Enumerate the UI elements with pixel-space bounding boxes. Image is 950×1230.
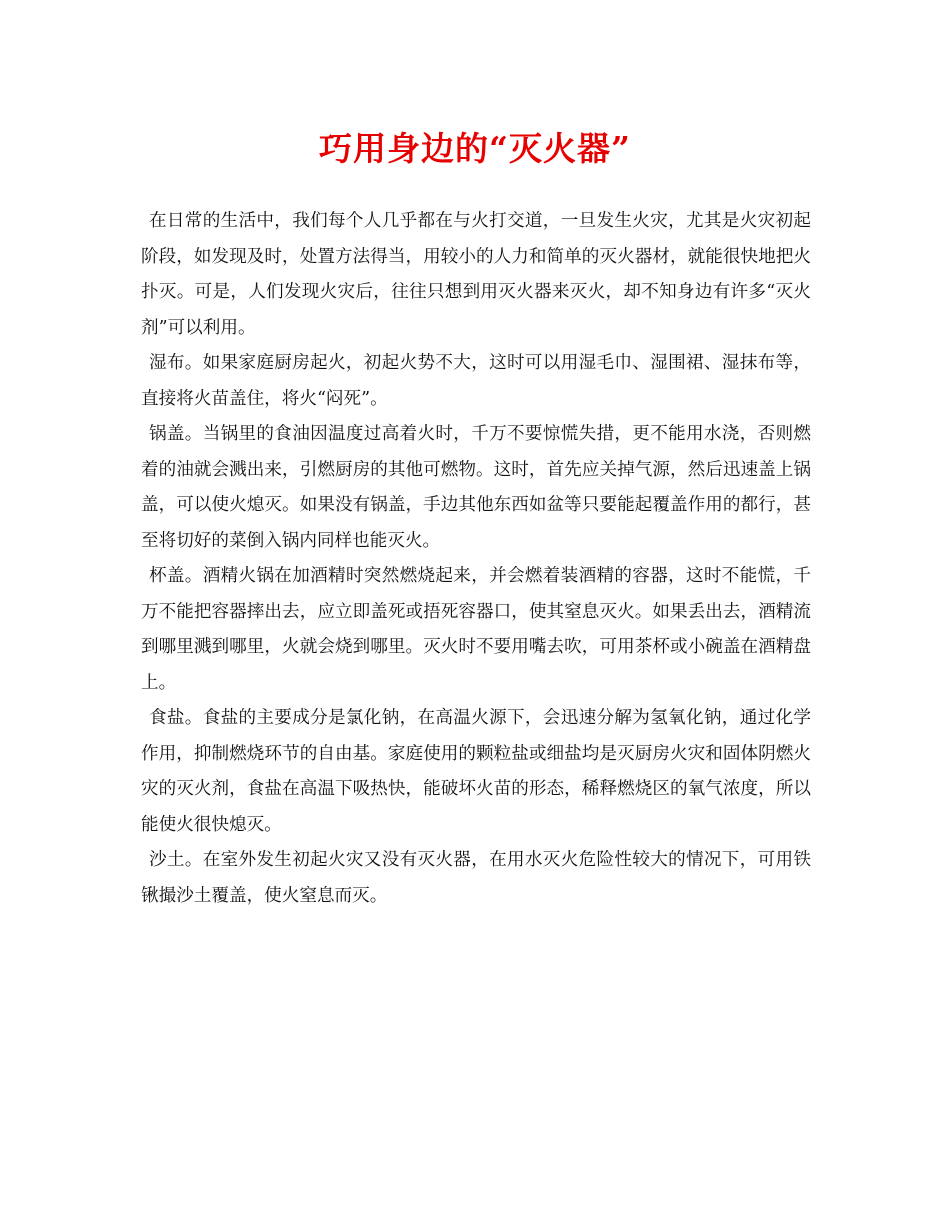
paragraph-pot-lid: 锅盖。当锅里的食油因温度过高着火时，千万不要惊慌失措，更不能用水浇，否则燃着的油就会溅出来，引燃厨房的其他可燃物。这时，首先应关掉气源，然后迅速盖上锅盖，可以使火熄灭。如果没有锅盖，手边其他东西如盆等只要能起覆盖作用的都行，甚至将切好的菜倒入锅内同样也能灭火。 [141, 424, 811, 551]
paragraph-cup-lid: 杯盖。酒精火锅在加酒精时突然燃烧起来，并会燃着装酒精的容器，这时不能慌，千万不能把容器摔出去，应立即盖死或捂死容器口，使其窒息灭火。如果丢出去，酒精流到哪里溅到哪里，火就会烧到哪里。灭火时不要用嘴去吹，可用茶杯或小碗盖在酒精盘上。 [141, 566, 811, 693]
document-body [141, 204, 811, 914]
paragraph-sand: 沙土。在室外发生初起火灾又没有灭火器，在用水灭火危险性较大的情况下，可用铁锹撮沙土覆盖，使火窒息而灭。 [141, 850, 811, 906]
paragraph-intro: 在日常的生活中，我们每个人几乎都在与火打交道，一旦发生火灾，尤其是火灾初起阶段，如发现及时，处置方法得当，用较小的人力和简单的灭火器材，就能很快地把火扑灭。可是，人们发现火灾后，往往只想到用灭火器来灭火，却不知身边有许多“灭火剂”可以利用。 [141, 211, 811, 338]
paragraph-wet-cloth: 湿布。如果家庭厨房起火，初起火势不大，这时可以用湿毛巾、湿围裙、湿抹布等，直接将火苗盖住，将火“闷死”。 [141, 353, 811, 409]
document-title: 巧用身边的“灭火器” [319, 129, 631, 168]
paragraph-salt: 食盐。食盐的主要成分是氯化钠，在高温火源下，会迅速分解为氢氧化钠，通过化学作用，抑制燃烧环节的自由基。家庭使用的颗粒盐或细盐均是灭厨房火灾和固体阴燃火灾的灭火剂，食盐在高温下吸热快，能破坏火苗的形态，稀释燃烧区的氧气浓度，所以能使火很快熄灭。 [141, 708, 811, 835]
